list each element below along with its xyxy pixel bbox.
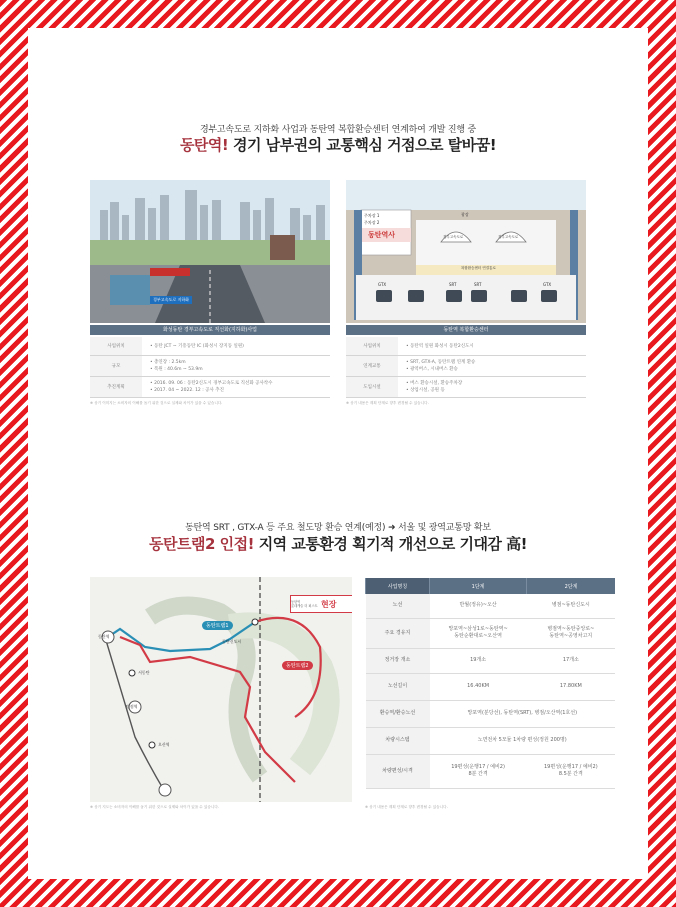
srt1-label: SRT xyxy=(449,282,457,287)
row-value: 망포역~삼성1로~동탄역~ 동탄순환대로~오산역 xyxy=(430,618,527,648)
highway-table-header: 화성동탄 경부고속도로 직선화(지하화)사업 xyxy=(90,325,330,335)
transfer-center-section xyxy=(346,180,586,323)
section2-title-main: 지역 교통환경 획기적 개선으로 기대감 高! xyxy=(258,535,527,553)
site-badge-name: 동탄역 롯데캐슬 더 퍼스트 xyxy=(291,600,318,608)
section1-title-accent: 동탄역! xyxy=(179,136,233,154)
site-badge-label: 현장 xyxy=(321,599,337,609)
section2-subtitle: 동탄역 SRT , GTX-A 등 주요 철도망 환승 연계(예정) ➜ 서울 및 광역교통망 확보 xyxy=(185,523,491,533)
place-label: 병점역 xyxy=(126,704,138,709)
highway-tag: 경부고속도로 지하화 xyxy=(150,296,192,304)
row-key: 노선 xyxy=(366,594,430,618)
road1-label: 경부고속도로 xyxy=(443,235,464,239)
row-value: • 총연장 : 2.5km • 폭원 : 40.6m ~ 53.9m xyxy=(150,360,203,372)
place-label: 동탄신도시 xyxy=(222,639,242,644)
row-value: 19편성(운행17 / 예비2) 8분 간격 xyxy=(430,754,527,788)
section-top-label: 광장 xyxy=(461,212,469,217)
floor2-label: 주차장 2 xyxy=(364,220,380,225)
table-row xyxy=(366,754,616,788)
row-key: 사업위치 xyxy=(90,337,142,355)
highway-illustration xyxy=(90,180,330,323)
row-value: 반월(정유)~오산 xyxy=(430,594,527,618)
row-value: • 동탄역 일원 화성시 동탄2신도시 xyxy=(406,343,474,349)
road2-label: 경부고속도로 xyxy=(498,235,519,239)
table-row xyxy=(366,700,616,727)
table-header: 2단계 xyxy=(527,578,615,594)
row-key: 주요 경유지 xyxy=(366,618,430,648)
row-value: 망포역(분당선), 동탄역(SRT), 병점/오산역(1호선) xyxy=(430,700,616,727)
row-value: • 버스 환승시설, 환승주차장 • 상업시설, 공원 등 xyxy=(406,381,463,393)
station-label: 동탄역사 xyxy=(368,231,396,239)
center-row xyxy=(346,356,586,377)
table-row xyxy=(366,673,616,700)
row-key: 연계교통 xyxy=(346,356,398,376)
tram-route-map xyxy=(90,577,352,802)
highway-illustration-drawing xyxy=(90,180,330,323)
table-row xyxy=(366,594,616,618)
section2-title xyxy=(30,533,646,554)
row-key: 차량시스템 xyxy=(366,727,430,754)
hub-label: 복합환승센터 연결통로 xyxy=(461,266,496,270)
center-table-header: 동탄역 복합환승센터 xyxy=(346,325,586,335)
row-key: 환승역/환승노선 xyxy=(366,700,430,727)
place-label: 오산역 xyxy=(158,742,170,747)
highway-row xyxy=(90,337,330,356)
srt2-label: SRT xyxy=(474,282,482,287)
table-row xyxy=(366,727,616,754)
section1-title xyxy=(30,134,646,155)
center-row xyxy=(346,377,586,398)
row-value: • 2016. 09. 06 : 동탄2신도시 경부고속도로 직선화 공사착수 • 2017. 04 ~ 2022. 12 : 공사 추진 xyxy=(150,381,273,393)
map-note: ※ 상기 지도는 소비자의 이해를 돕기 위한 것으로 실제와 차이가 있을 수 있습니다. xyxy=(90,805,219,809)
section1-subtitle: 경부고속도로 지하화 사업과 동탄역 복합환승센터 연계하여 개발 진행 중 xyxy=(199,125,477,135)
row-value: • SRT, GTX-A, 동탄트램 연계 환승 • 광역버스, 시내버스 환승 xyxy=(406,360,476,372)
row-key: 정거장 개소 xyxy=(366,648,430,673)
highway-row xyxy=(90,356,330,377)
floor1-label: 주차장 1 xyxy=(364,213,380,218)
row-value: 19개소 xyxy=(430,648,527,673)
row-value: 19편성(운행17 / 예비2) 8.5분 간격 xyxy=(527,754,615,788)
row-key: 차량편성/시격 xyxy=(366,754,430,788)
section2-title-accent: 동탄트램2 인접! xyxy=(149,535,259,553)
row-value: 병점~동탄신도시 xyxy=(527,594,615,618)
highway-row xyxy=(90,377,330,398)
row-key: 규모 xyxy=(90,356,142,376)
table-header: 1단계 xyxy=(430,578,527,594)
row-key: 도입시설 xyxy=(346,377,398,397)
table-row xyxy=(366,618,616,648)
row-value: 노면전차 5모듈 1차량 편성(정원 200명) xyxy=(430,727,616,754)
site-badge xyxy=(290,595,352,613)
tram1-label: 동탄트램1 xyxy=(202,621,233,630)
row-key: 노선길이 xyxy=(366,673,430,700)
center-note: ※ 상기 내용은 계획 단계로 향후 변경될 수 있습니다. xyxy=(346,401,429,405)
place-label: 동탄역 xyxy=(98,634,110,639)
tram2-label: 동탄트램2 xyxy=(282,661,313,670)
row-key: 사업위치 xyxy=(346,337,398,355)
row-value: • 동탄 JCT ~ 기흥동탄 IC (화성시 장지동 일원) xyxy=(150,343,244,349)
row-key: 추진계획 xyxy=(90,377,142,397)
place-label: 서동탄 xyxy=(138,670,150,675)
table-row xyxy=(366,648,616,673)
highway-note: ※ 상기 이미지는 소비자의 이해를 돕기 위한 것으로 실제와 차이가 있을 수 있습니다. xyxy=(90,401,223,405)
table-header: 사업명칭 xyxy=(366,578,430,594)
row-value: 병점역~동탄중앙로~ 동탄역~공영차고지 xyxy=(527,618,615,648)
gtx1-label: GTX xyxy=(378,282,387,287)
row-value: 17.80KM xyxy=(527,673,615,700)
table-note: ※ 상기 내용은 계획 단계로 향후 변경될 수 있습니다. xyxy=(365,805,448,809)
gtx2-label: GTX xyxy=(543,282,552,287)
page-sheet xyxy=(30,30,646,877)
center-row xyxy=(346,337,586,356)
transfer-center-drawing xyxy=(346,180,586,323)
row-value: 16.40KM xyxy=(430,673,527,700)
row-value: 17개소 xyxy=(527,648,615,673)
tram-spec-table xyxy=(365,578,615,789)
section1-title-main: 경기 남부권의 교통핵심 거점으로 탈바꿈! xyxy=(232,136,497,154)
